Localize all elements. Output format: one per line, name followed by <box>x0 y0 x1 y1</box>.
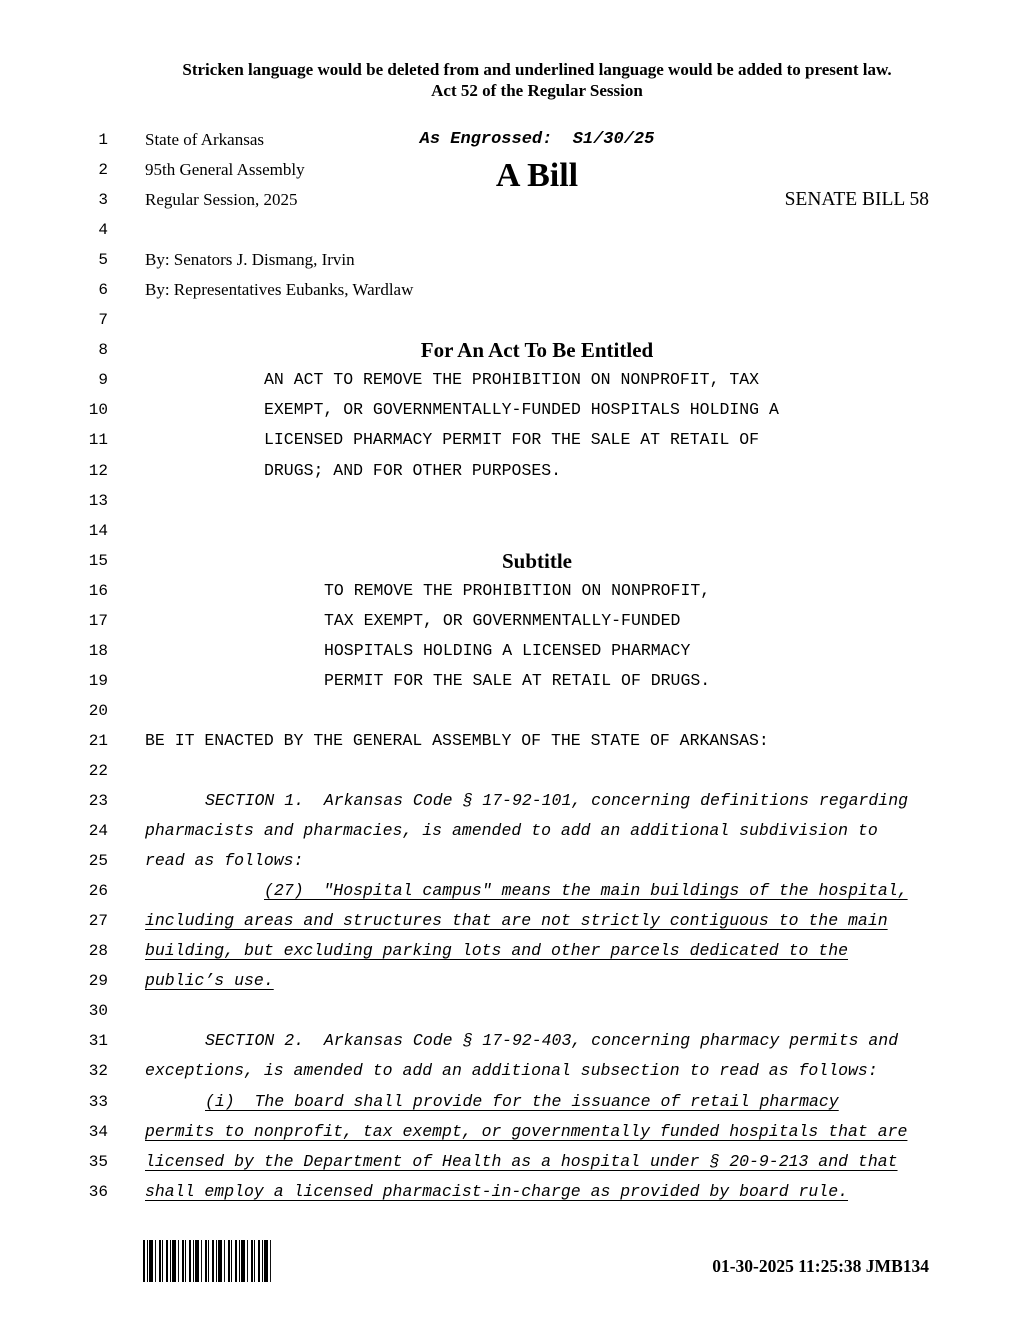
section-1-text: read as follows: <box>145 851 304 871</box>
stricken-notice <box>145 59 929 101</box>
line-number: 5 <box>98 251 108 270</box>
subtitle-text: PERMIT FOR THE SALE AT RETAIL OF DRUGS. <box>324 670 711 690</box>
bill-line <box>0 666 1024 696</box>
line-number: 29 <box>88 972 108 991</box>
bill-line <box>0 215 1024 245</box>
line-number: 7 <box>98 311 108 330</box>
bill-line <box>0 1026 1024 1056</box>
line-number: 27 <box>88 912 108 931</box>
line-number: 31 <box>88 1032 108 1051</box>
line-number: 9 <box>98 371 108 390</box>
line-number: 26 <box>88 882 108 901</box>
bill-line <box>0 816 1024 846</box>
bill-line <box>0 576 1024 606</box>
line-number: 19 <box>88 671 108 690</box>
bill-line <box>0 425 1024 455</box>
sponsors-senators: By: Senators J. Dismang, Irvin <box>145 250 355 270</box>
line-number: 35 <box>88 1152 108 1171</box>
line-number: 25 <box>88 852 108 871</box>
inserted-law-text: public’s use. <box>145 971 274 991</box>
line-number: 23 <box>88 792 108 811</box>
bill-line <box>0 275 1024 305</box>
subtitle-heading: Subtitle <box>501 548 572 573</box>
bill-line <box>0 966 1024 996</box>
act-title-text: DRUGS; AND FOR OTHER PURPOSES. <box>264 460 562 480</box>
line-number: 36 <box>88 1182 108 1201</box>
line-number: 8 <box>98 341 108 360</box>
bill-line <box>0 185 1024 215</box>
bill-line <box>0 456 1024 486</box>
bill-line <box>0 1177 1024 1207</box>
subtitle-text: HOSPITALS HOLDING A LICENSED PHARMACY <box>324 640 691 660</box>
line-number: 24 <box>88 822 108 841</box>
bill-line <box>0 786 1024 816</box>
filing-timestamp: 01-30-2025 11:25:38 JMB134 <box>712 1256 929 1276</box>
bill-line <box>0 996 1024 1026</box>
assembly-name: 95th General Assembly <box>145 160 305 180</box>
bill-line <box>0 636 1024 666</box>
bill-line <box>0 546 1024 576</box>
line-number: 20 <box>88 701 108 720</box>
bill-line <box>0 876 1024 906</box>
line-number: 17 <box>88 611 108 630</box>
line-number: 30 <box>88 1002 108 1021</box>
inserted-law-text: (i) The board shall provide for the issuance of retail pharmacy <box>205 1091 839 1111</box>
bill-line <box>0 155 1024 195</box>
line-number: 6 <box>98 281 108 300</box>
line-number: 22 <box>88 761 108 780</box>
line-number: 11 <box>88 431 108 450</box>
bill-line <box>0 305 1024 335</box>
bill-line <box>0 936 1024 966</box>
line-number: 18 <box>88 641 108 660</box>
line-number: 12 <box>88 461 108 480</box>
senate-bill-number: SENATE BILL 58 <box>784 189 929 211</box>
bill-title: A Bill <box>495 157 579 195</box>
section-2-text: exceptions, is amended to add an additional subsection to read as follows: <box>145 1061 878 1081</box>
line-number: 4 <box>98 221 108 240</box>
sponsors-representatives: By: Representatives Eubanks, Wardlaw <box>145 280 414 300</box>
line-number: 33 <box>88 1092 108 1111</box>
act-title-text: EXEMPT, OR GOVERNMENTALLY-FUNDED HOSPITALS HOLDING A <box>264 400 779 420</box>
bill-line <box>0 395 1024 425</box>
act-session-line: Act 52 of the Regular Session <box>431 81 643 100</box>
bill-line <box>0 1056 1024 1086</box>
line-number: 14 <box>88 521 108 540</box>
line-number: 2 <box>98 161 108 180</box>
line-number: 16 <box>88 581 108 600</box>
line-number: 15 <box>88 551 108 570</box>
bill-line <box>0 756 1024 786</box>
inserted-law-text: permits to nonprofit, tax exempt, or governmentally funded hospitals that are <box>145 1121 908 1141</box>
inserted-law-text: shall employ a licensed pharmacist-in-charge as provided by board rule. <box>145 1181 849 1201</box>
bill-line <box>0 696 1024 726</box>
line-number: 3 <box>98 191 108 210</box>
line-number: 21 <box>88 731 108 750</box>
bill-line <box>0 906 1024 936</box>
bill-line <box>0 245 1024 275</box>
bill-line <box>0 846 1024 876</box>
bill-line <box>0 365 1024 395</box>
line-number: 34 <box>88 1122 108 1141</box>
act-heading: For An Act To Be Entitled <box>420 338 654 363</box>
session-name: Regular Session, 2025 <box>145 190 298 210</box>
line-number: 10 <box>88 401 108 420</box>
bill-line <box>0 606 1024 636</box>
stricken-notice-line: Stricken language would be deleted from and underlined language would be added to present law. <box>182 60 892 79</box>
inserted-law-text: including areas and structures that are not strictly contiguous to the main <box>145 911 888 931</box>
act-title-text: LICENSED PHARMACY PERMIT FOR THE SALE AT RETAIL OF <box>264 430 760 450</box>
bill-line <box>0 516 1024 546</box>
line-number: 32 <box>88 1062 108 1081</box>
inserted-law-text: building, but excluding parking lots and other parcels dedicated to the <box>145 941 849 961</box>
inserted-law-text: licensed by the Department of Health as a hospital under § 20-9-213 and that <box>145 1151 898 1171</box>
section-1-text: pharmacists and pharmacies, is amended to add an additional subdivision to <box>145 821 878 841</box>
engrossed-stamp: As Engrossed: S1/30/25 <box>419 130 655 149</box>
bill-line <box>0 1117 1024 1147</box>
enacting-clause: BE IT ENACTED BY THE GENERAL ASSEMBLY OF THE STATE OF ARKANSAS: <box>145 730 769 750</box>
subtitle-text: TO REMOVE THE PROHIBITION ON NONPROFIT, <box>324 580 711 600</box>
bill-line <box>0 726 1024 756</box>
line-number: 1 <box>98 131 108 149</box>
inserted-law-text: (27) "Hospital campus" means the main buildings of the hospital, <box>264 881 908 901</box>
state-name: State of Arkansas <box>145 130 264 149</box>
bill-line <box>0 1147 1024 1177</box>
section-1-text: SECTION 1. Arkansas Code § 17-92-101, concerning definitions regarding <box>205 791 909 811</box>
bill-lines <box>0 125 1024 1207</box>
line-number: 28 <box>88 942 108 961</box>
bill-line <box>0 125 1024 155</box>
bill-line <box>0 335 1024 365</box>
line-number: 13 <box>88 491 108 510</box>
bill-line <box>0 486 1024 516</box>
section-2-text: SECTION 2. Arkansas Code § 17-92-403, concerning pharmacy permits and <box>205 1031 899 1051</box>
bill-line <box>0 1087 1024 1117</box>
subtitle-text: TAX EXEMPT, OR GOVERNMENTALLY-FUNDED <box>324 610 681 630</box>
act-title-text: AN ACT TO REMOVE THE PROHIBITION ON NONPROFIT, TAX <box>264 370 760 390</box>
